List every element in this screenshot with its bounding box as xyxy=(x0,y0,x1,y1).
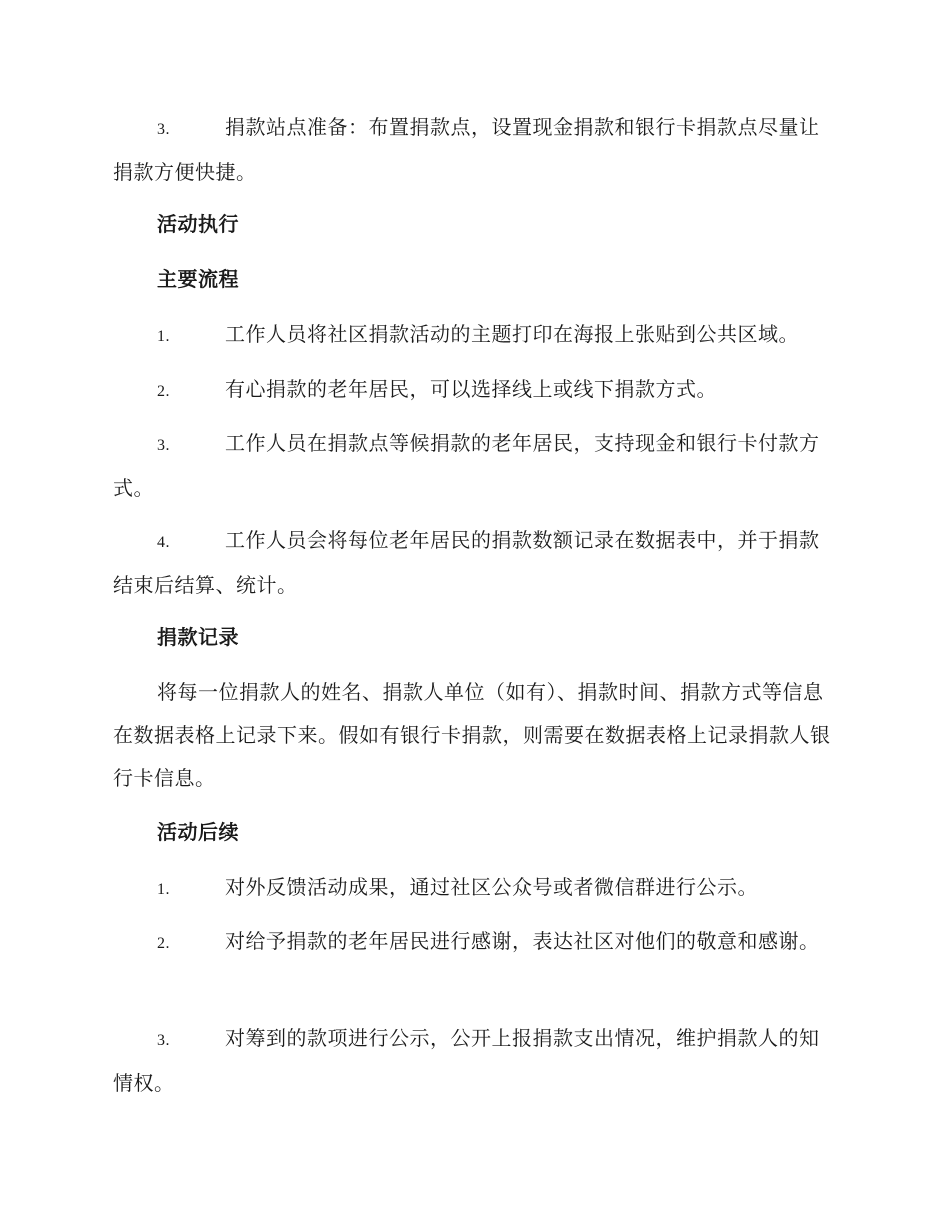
list-item-text: 工作人员在捐款点等候捐款的老年居民，支持现金和银行卡付款方式。 xyxy=(113,431,820,500)
donation-record-paragraph: 将每一位捐款人的姓名、捐款人单位（如有）、捐款时间、捐款方式等信息在数据表格上记录下来。假如有银行卡捐款，则需要在数据表格上记录捐款人银行卡信息。 xyxy=(113,680,831,790)
followup-item-3 xyxy=(113,1017,835,1105)
list-number: 3. xyxy=(157,1032,170,1049)
list-number: 1. xyxy=(157,328,170,345)
process-item-3 xyxy=(113,422,835,510)
process-item-4 xyxy=(113,519,835,607)
list-number: 2. xyxy=(157,383,170,400)
process-item-1 xyxy=(113,313,835,358)
subheading-main-process: 主要流程 xyxy=(157,267,239,291)
followup-item-1 xyxy=(113,866,835,911)
list-number: 1. xyxy=(157,881,170,898)
prep-item-3 xyxy=(113,106,835,194)
list-number: 3. xyxy=(157,121,170,138)
section-heading-followup: 活动后续 xyxy=(157,820,239,844)
list-number: 3. xyxy=(157,437,170,454)
list-number: 4. xyxy=(157,534,170,551)
process-item-2 xyxy=(113,368,835,413)
section-heading-execution: 活动执行 xyxy=(157,212,239,236)
list-item-text: 工作人员将社区捐款活动的主题打印在海报上张贴到公共区域。 xyxy=(225,322,799,346)
list-item-text: 有心捐款的老年居民，可以选择线上或线下捐款方式。 xyxy=(225,377,717,401)
list-item-text: 对筹到的款项进行公示，公开上报捐款支出情况，维护捐款人的知情权。 xyxy=(113,1026,820,1095)
subheading-donation-record: 捐款记录 xyxy=(157,625,239,649)
list-item-text: 捐款站点准备：布置捐款点，设置现金捐款和银行卡捐款点尽量让捐款方便快捷。 xyxy=(113,115,820,184)
list-item-text: 对外反馈活动成果，通过社区公众号或者微信群进行公示。 xyxy=(225,875,758,899)
list-item-text: 工作人员会将每位老年居民的捐款数额记录在数据表中，并于捐款结束后结算、统计。 xyxy=(113,528,820,597)
list-item-text: 对给予捐款的老年居民进行感谢，表达社区对他们的敬意和感谢。 xyxy=(225,929,820,953)
followup-item-2 xyxy=(113,920,835,965)
list-number: 2. xyxy=(157,935,170,952)
